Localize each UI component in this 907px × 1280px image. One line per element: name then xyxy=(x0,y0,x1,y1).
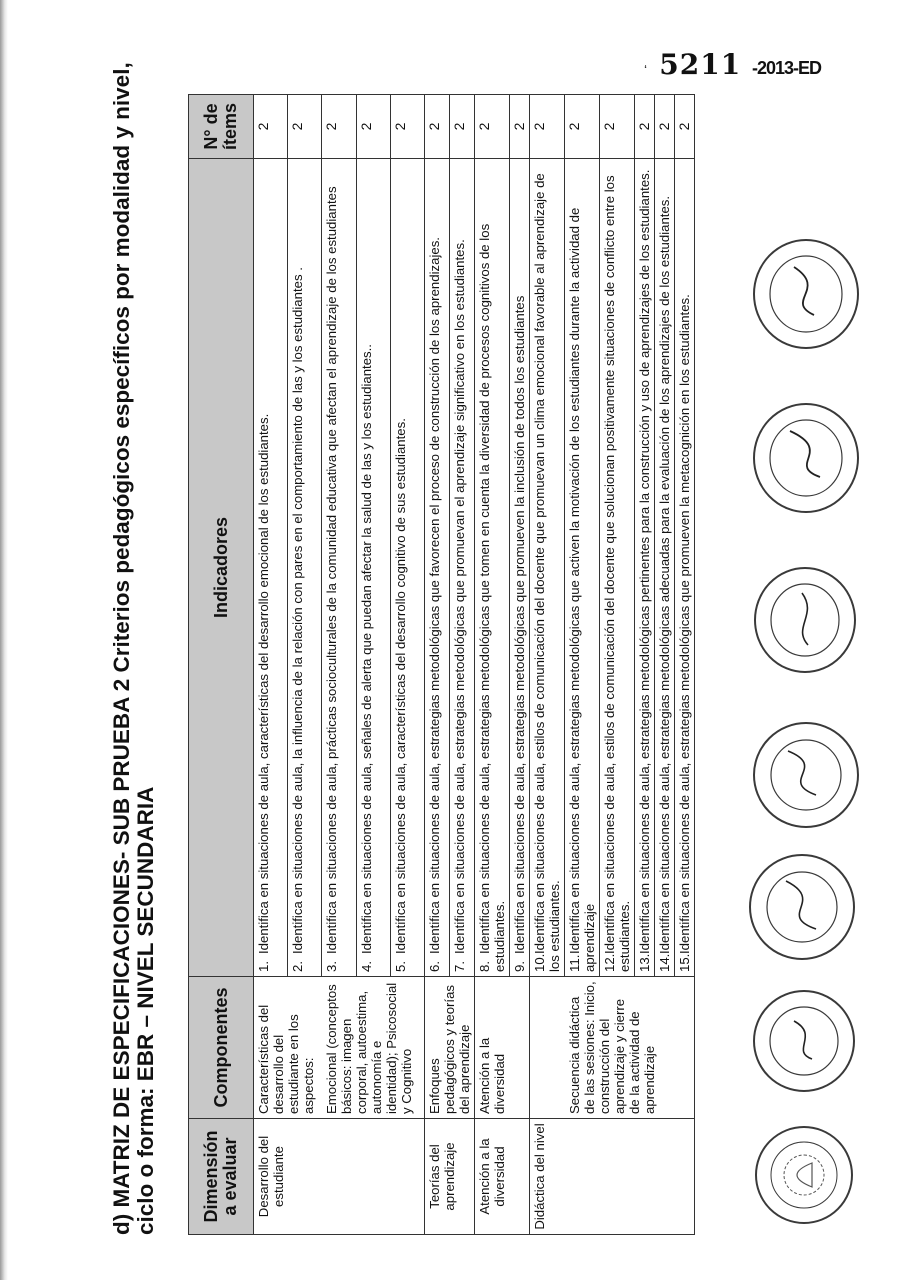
items-count: 2 xyxy=(510,95,530,159)
seal-icon xyxy=(746,851,858,963)
items-count: 2 xyxy=(356,95,390,159)
indicator-text: Identifica en situaciones de aula, estrategias metodológicas pertinentes para la construcción y uso de aprendizajes de los estudiantes. xyxy=(637,169,652,954)
indicator-number: 5. xyxy=(392,961,408,972)
component-text: Emocional (conceptos básicos: imagen corporal, autoestima, autonomía e identidad); Psicosocial y Cognitivo xyxy=(324,982,414,1114)
indicator-text: Identifica en situaciones de aula, características del desarrollo emocional de los estudiantes. xyxy=(256,413,271,954)
indicator-number: 6. xyxy=(427,961,442,972)
indicator-number: 11. xyxy=(567,954,582,972)
indicator-text: Identifica en situaciones de aula, prácticas socioculturales de la comunidad educativa que afectan el aprendizaje de los estudiantes xyxy=(324,186,340,954)
indicator-number: 12. xyxy=(602,953,617,972)
indicator-cell xyxy=(565,159,600,977)
approval-stamps xyxy=(746,95,870,1235)
indicator-cell xyxy=(655,159,675,977)
seal-icon xyxy=(750,237,862,351)
indicator-cell xyxy=(450,159,475,977)
items-count: 2 xyxy=(565,95,600,159)
scan-edge xyxy=(0,0,8,1280)
page-title xyxy=(109,62,192,1235)
items-count: 2 xyxy=(475,95,510,159)
indicator-text: Identifica en situaciones de aula, estrategias metodológicas que promuevan el aprendizaje significativo en los estudiantes. xyxy=(452,239,467,954)
indicator-number: 7. xyxy=(452,961,467,972)
table-row xyxy=(254,95,288,1235)
component-cell: Enfoques pedagógicos y teorías del aprendizaje xyxy=(425,977,475,1119)
indicator-cell xyxy=(288,159,322,977)
document-number-suffix: -2013-ED xyxy=(751,58,821,78)
dimension-cell: Atención a la diversidad xyxy=(475,1119,530,1235)
indicator-number: 13. xyxy=(637,953,652,972)
component-text: Características del desarrollo del estudiante en los aspectos: xyxy=(256,1004,316,1114)
handwritten-tick: ʻ xyxy=(644,62,648,78)
indicator-number: 8. xyxy=(477,961,492,972)
indicator-cell xyxy=(530,159,565,977)
items-count: 2 xyxy=(390,95,424,159)
indicator-cell xyxy=(675,159,695,977)
indicator-text: Identifica en situaciones de aula, estrategias metodológicas que promueven la inclusión de todos los estudiantes xyxy=(512,295,527,954)
indicator-text: Identifica en situaciones de aula, la influencia de la relación con pares en el comportamiento de las y los estudiantes . xyxy=(290,267,306,954)
items-count: 2 xyxy=(288,95,322,159)
dimension-cell: Desarrollo del estudiante xyxy=(254,1119,425,1235)
stamp-ministerio xyxy=(752,1123,856,1227)
component-cell xyxy=(254,977,425,1119)
dimension-cell: Teorías del aprendizaje xyxy=(425,1119,475,1235)
specification-matrix xyxy=(188,94,695,1235)
component-cell xyxy=(530,977,695,1119)
seal-icon xyxy=(752,565,858,675)
indicator-number: 14. xyxy=(657,953,672,972)
header-dimension: Dimensión a evaluar xyxy=(189,1119,254,1235)
stamp-basica-regular xyxy=(750,719,862,831)
indicator-number: 4. xyxy=(358,961,374,972)
indicator-number: 15. xyxy=(677,953,692,972)
stamp-alternativa-productiva xyxy=(750,987,858,1095)
items-count: 2 xyxy=(675,95,695,159)
header-indicators: Indicadores xyxy=(189,159,254,977)
indicator-cell xyxy=(254,159,288,977)
indicator-text: Identifica en situaciones de aula, estrategias metodológicas adecuadas para la evaluación de los aprendizajes de los estudiantes. xyxy=(657,195,672,954)
items-count: 2 xyxy=(254,95,288,159)
seal-icon xyxy=(750,401,862,515)
indicator-cell xyxy=(600,159,635,977)
items-count: 2 xyxy=(635,95,655,159)
indicator-text: Identifica en situaciones de aula, estilos de comunicación del docente que promuevan un clima emocional favorable al aprendizaje de los estudiantes. xyxy=(532,173,562,972)
header-components: Componentes xyxy=(189,977,254,1119)
dimension-cell: Didáctica del nivel xyxy=(530,1119,695,1235)
indicator-text: Identifica en situaciones de aula, señales de alerta que puedan afectar la salud de las y los estudiantes.. xyxy=(358,344,374,954)
document-number-main: 5211 xyxy=(659,48,742,81)
items-count: 2 xyxy=(655,95,675,159)
table-header-row xyxy=(189,95,254,1235)
indicator-cell xyxy=(510,159,530,977)
indicator-number: 1. xyxy=(256,961,271,972)
indicator-cell xyxy=(635,159,655,977)
table-row xyxy=(530,95,565,1235)
table-row xyxy=(475,95,510,1235)
indicator-cell xyxy=(390,159,424,977)
indicator-cell xyxy=(356,159,390,977)
indicator-text: Identifica en situaciones de aula, estrategias metodológicas que favorecen el proceso de construcción de los aprendizajes. xyxy=(427,237,442,954)
items-count: 2 xyxy=(530,95,565,159)
indicator-text: Identifica en situaciones de aula, estrategias metodológicas que activen la motivación de los estudiantes durante la actividad de aprendizaje xyxy=(567,207,597,972)
indicator-cell xyxy=(322,159,356,977)
page-title-line-1: d) MATRIZ DE ESPECIFICACIONES- SUB PRUEBA 2 Criterios pedagógicos específicos por modalidad y nivel, xyxy=(109,62,134,1235)
indicator-text: Identifica en situaciones de aula, estrategias metodológicas que tomen en cuenta la diversidad de procesos cognitivos de los estudiantes. xyxy=(477,223,507,972)
seal-icon xyxy=(750,719,862,831)
component-text: Secuencia didáctica de las sesiones: Inicio, construcción del aprendizaje y cierre de la actividad de aprendizaje xyxy=(567,981,657,1114)
indicator-cell xyxy=(425,159,450,977)
indicator-number: 9. xyxy=(512,961,527,972)
document-number xyxy=(659,48,821,81)
items-count: 2 xyxy=(600,95,635,159)
stamp-desarrollo-docente xyxy=(750,401,862,515)
component-cell: Atención a la diversidad xyxy=(475,977,530,1119)
items-count: 2 xyxy=(322,95,356,159)
indicator-number: 3. xyxy=(324,961,340,972)
page-title-line-2: ciclo o forma: EBR – NIVEL SECUNDARIA xyxy=(133,786,158,1235)
stamp-basica-especial xyxy=(746,851,858,963)
items-count: 2 xyxy=(425,95,450,159)
seal-icon xyxy=(750,987,858,1095)
header-items: N° de ítems xyxy=(189,95,254,159)
seal-icon xyxy=(752,1123,856,1227)
stamp-basica-alternativa xyxy=(750,237,862,351)
indicator-number: 10. xyxy=(532,953,547,972)
indicator-text: Identifica en situaciones de aula, características del desarrollo cognitivo de sus estudiantes. xyxy=(392,418,408,954)
indicator-text: Identifica en situaciones de aula, estrategias metodológicas que promueven la metacognición en los estudiantes. xyxy=(677,294,692,954)
table-row xyxy=(425,95,450,1235)
items-count: 2 xyxy=(450,95,475,159)
indicator-text: Identifica en situaciones de aula, estilos de comunicación del docente que solucionan positivamente situaciones de conflicto entre los estudiantes. xyxy=(602,175,632,972)
stamp-intercultural xyxy=(752,565,858,675)
indicator-cell xyxy=(475,159,510,977)
indicator-number: 2. xyxy=(290,961,306,972)
